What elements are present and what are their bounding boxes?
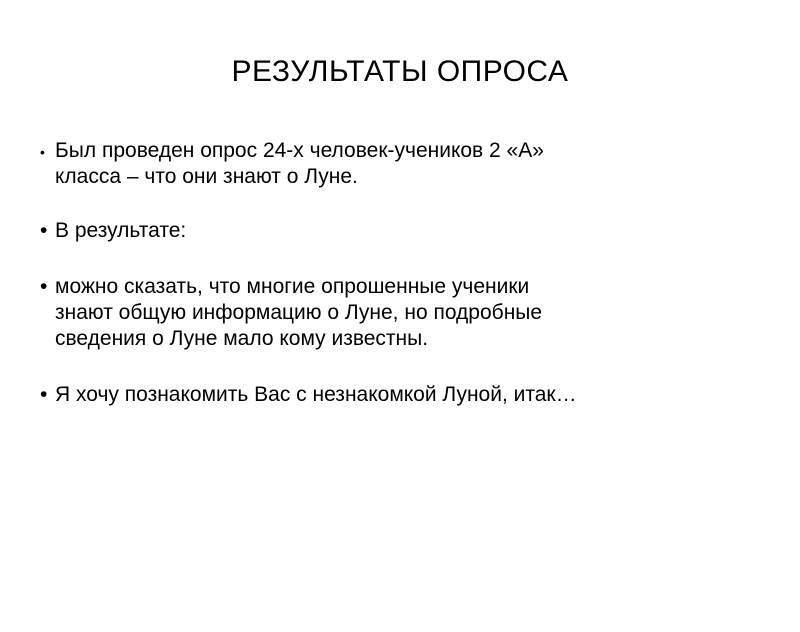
bullet-list: [40, 138, 760, 408]
bullet-dot-icon: •: [40, 144, 45, 160]
bullet-line: Я хочу познакомить Вас с незнакомкой Луной, итак…: [55, 383, 577, 406]
bullet-dot-icon: •: [40, 275, 48, 298]
bullet-item-survey: [40, 138, 760, 190]
bullet-item-result: [40, 218, 760, 244]
bullet-item-conclusion: [40, 274, 760, 352]
bullet-dot-icon: •: [40, 219, 48, 242]
bullet-line: сведения о Луне мало кому известны.: [55, 327, 429, 350]
bullet-line: можно сказать, что многие опрошенные ученики: [55, 275, 530, 298]
bullet-dot-icon: •: [40, 383, 48, 406]
bullet-line: Был проведен опрос 24-х человек-учеников 2 «А»: [55, 139, 544, 162]
slide-title: РЕЗУЛЬТАТЫ ОПРОСА: [231, 55, 569, 88]
bullet-line: класса – что они знают о Луне.: [55, 165, 358, 188]
bullet-line: знают общую информацию о Луне, но подробные: [55, 301, 543, 324]
bullet-line: В результате:: [55, 219, 187, 242]
bullet-item-intro: [40, 382, 760, 408]
